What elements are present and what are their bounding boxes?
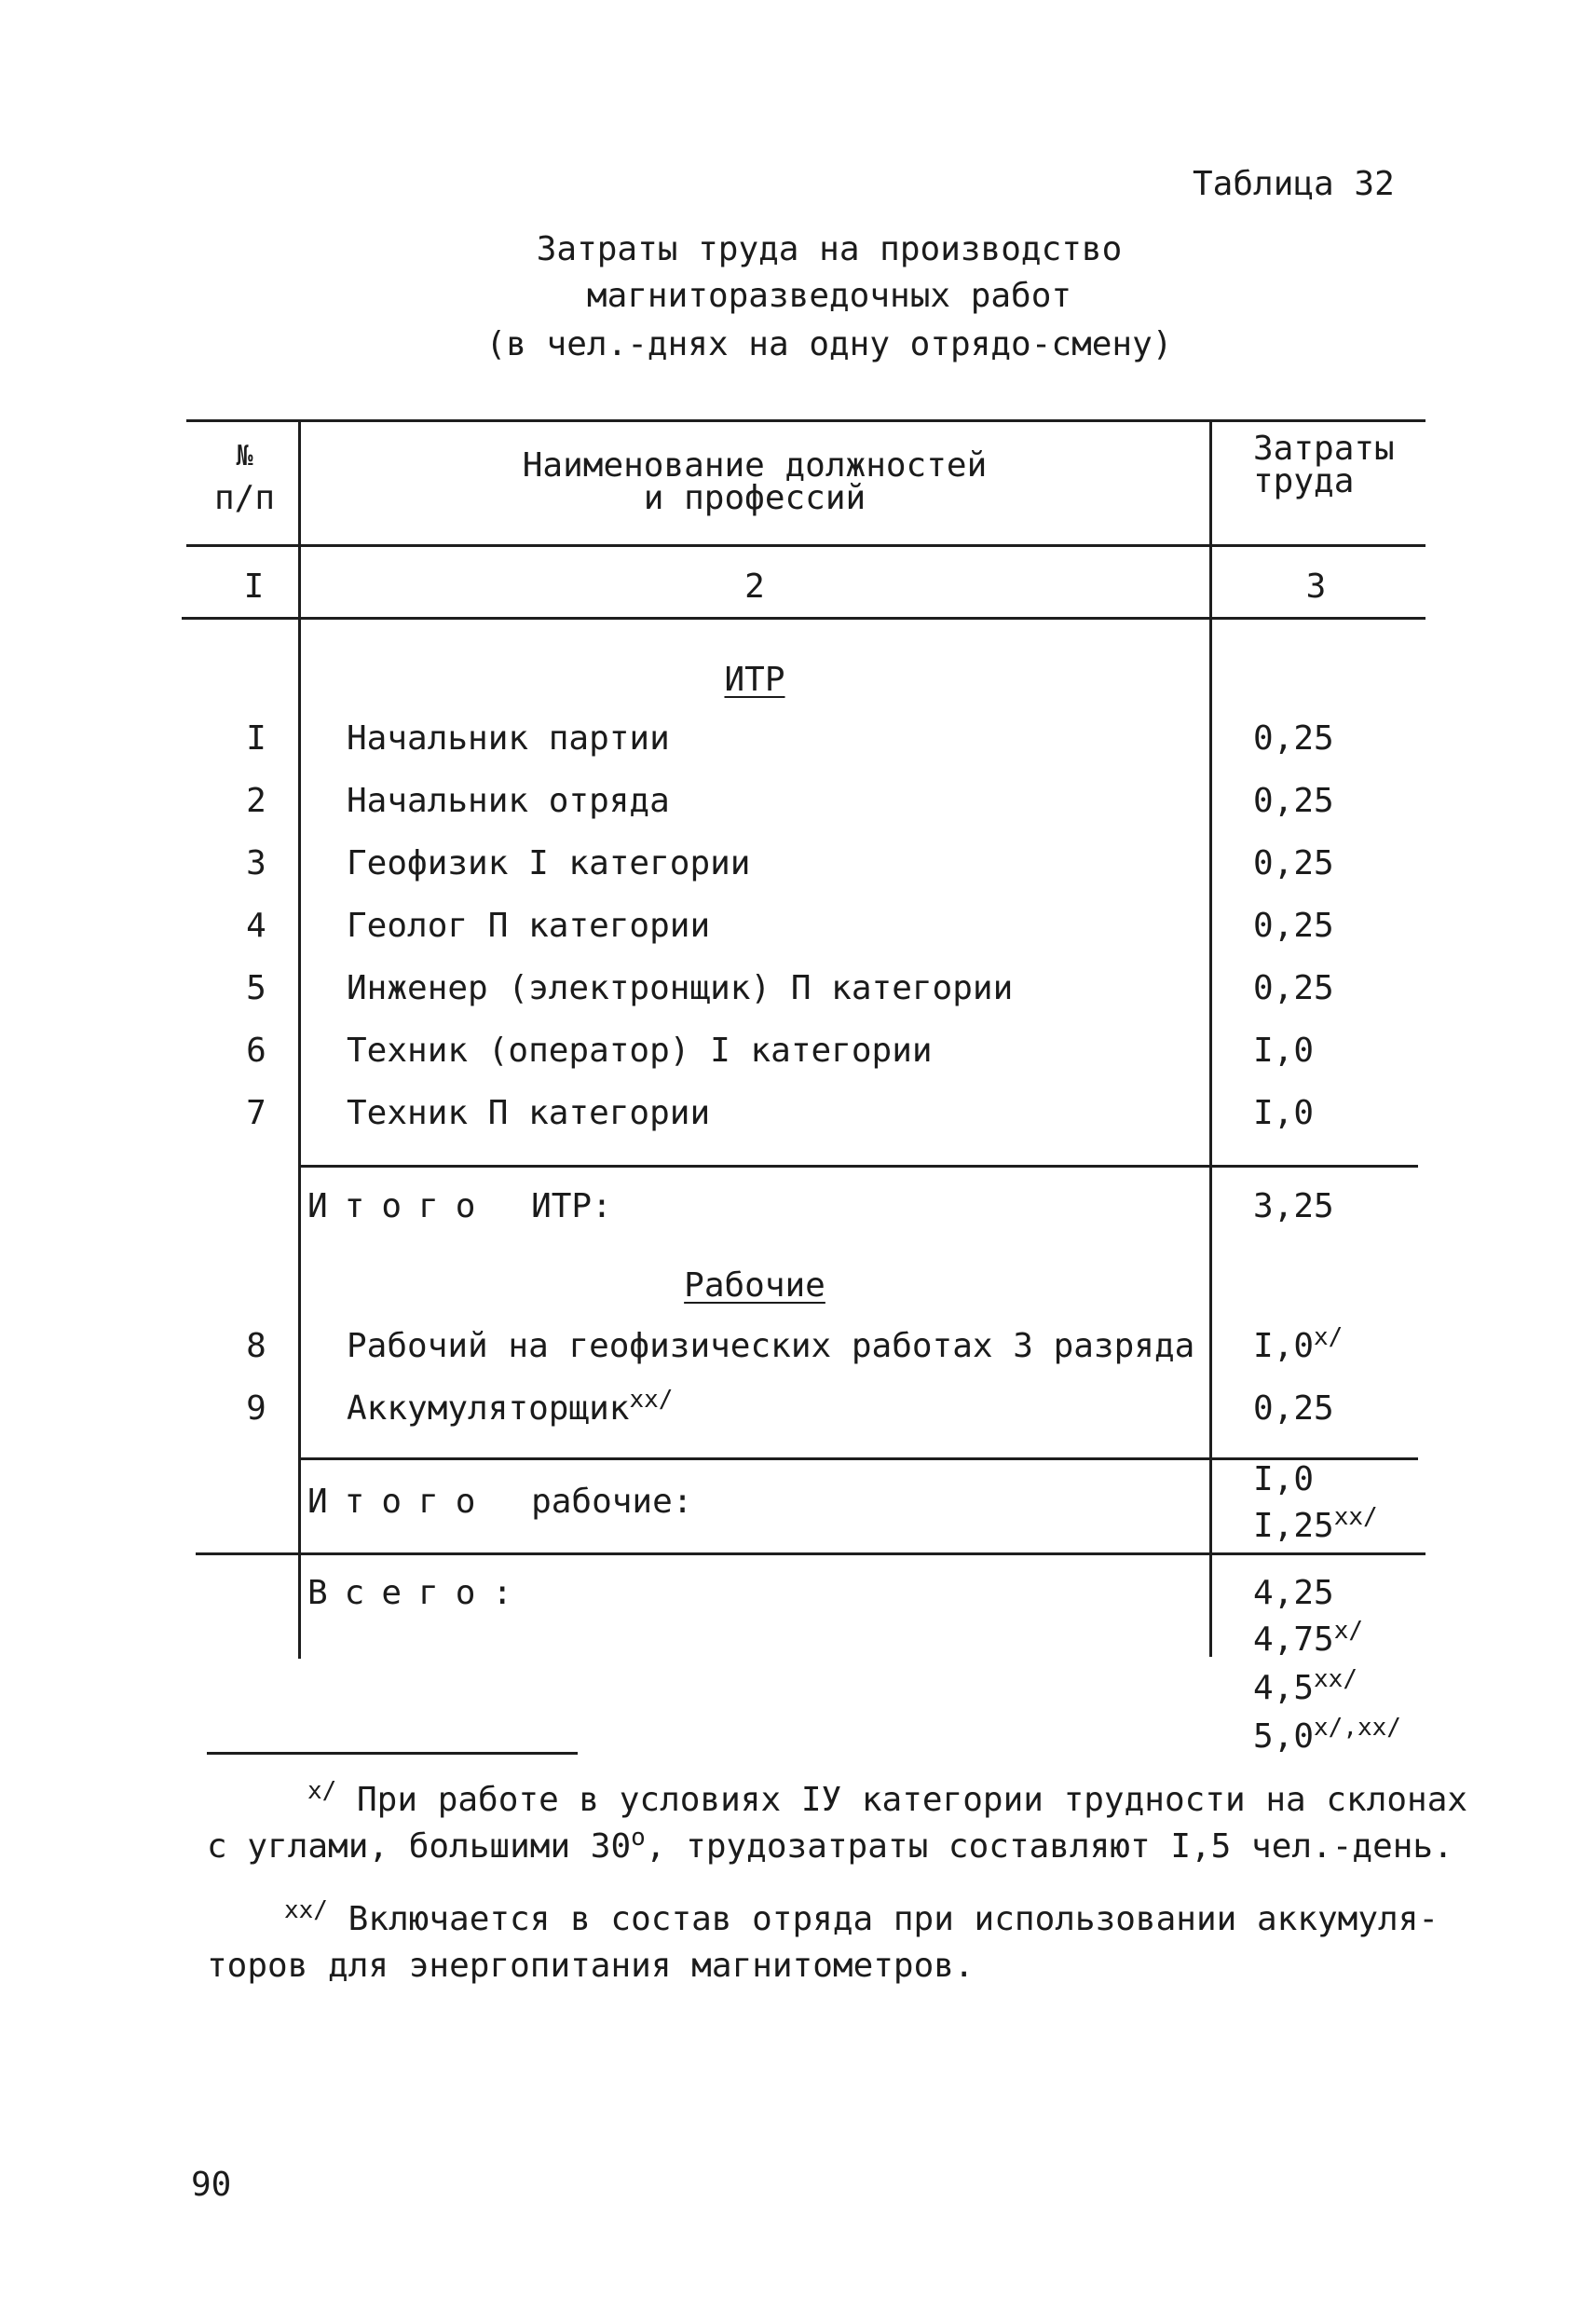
page-number: 90: [191, 2166, 232, 2204]
footnote-1-text-a: с углами, большими 30: [207, 1827, 632, 1866]
row-position-name: Рабочий на геофизических работах 3 разряда: [347, 1327, 1195, 1365]
footnote-1-text: При работе в условиях IУ категории трудности на склонах: [357, 1781, 1468, 1819]
header-name-line1: Наименование должностей: [522, 446, 988, 485]
section-heading-workers: Рабочие: [684, 1266, 825, 1305]
row-number: 7: [246, 1094, 266, 1132]
header-cost-line2: труда: [1253, 462, 1355, 500]
grand-total-value-main: 4,5: [1253, 1669, 1315, 1707]
itr-total-label: [307, 1188, 612, 1225]
table-title-line-3: (в чел.-днях на одну отрядо-смену): [485, 325, 1173, 363]
header-num-line2: п/п: [213, 479, 276, 517]
table-top-rule: [186, 419, 1425, 422]
footnote-mark: xx/: [1314, 1665, 1357, 1693]
footnote-mark: xx/: [629, 1386, 674, 1414]
section-heading-itr: ИТР: [724, 661, 785, 699]
row-position-name-main: Аккумуляторщик: [347, 1389, 630, 1428]
row-number: 8: [246, 1327, 266, 1365]
row-position-name: Начальник партии: [347, 719, 670, 758]
grand-total-label: Всего:: [307, 1574, 530, 1612]
row-position-name: [347, 1386, 674, 1428]
row-labor-value: I,0: [1253, 1094, 1315, 1132]
row-position-name: Геолог П категории: [347, 907, 711, 945]
row-position-name: Техник П категории: [347, 1094, 711, 1132]
footnote-1-line-2: [207, 1824, 1453, 1866]
row-labor-value: 0,25: [1253, 907, 1334, 945]
footnote-2-line-1: [284, 1896, 1439, 1938]
row-position-name: Геофизик I категории: [347, 844, 751, 882]
table-title-line-1: Затраты труда на производство: [536, 230, 1123, 268]
row-number: 9: [246, 1389, 266, 1428]
workers-total-top-rule: [300, 1457, 1418, 1460]
row-number: 3: [246, 844, 266, 882]
itr-total-value: 3,25: [1253, 1187, 1334, 1225]
col-number-2: 2: [744, 567, 765, 606]
itr-total-top-rule: [300, 1165, 1418, 1168]
workers-total-label: [307, 1484, 692, 1521]
col-number-1: I: [243, 567, 265, 606]
row-labor-value: 0,25: [1253, 1389, 1334, 1428]
grand-total-value-main: 4,75: [1253, 1620, 1334, 1659]
workers-total-label-rest: рабочие:: [531, 1483, 693, 1521]
table-title-line-2: магниторазведочных работ: [586, 277, 1072, 315]
col-number-3: 3: [1305, 567, 1327, 606]
itr-total-label-rest: ИТР:: [531, 1187, 612, 1225]
workers-total-label-word: Итого: [307, 1483, 493, 1521]
row-labor-value: I,0: [1253, 1032, 1315, 1070]
footnote-2-mark: xx/: [284, 1896, 328, 1924]
footnote-1-line-1: [307, 1777, 1468, 1819]
grand-total-value-main: 5,0: [1253, 1717, 1315, 1756]
table-label: Таблица 32: [1193, 165, 1395, 203]
row-number: 4: [246, 907, 266, 945]
colnum-bottom-rule: [182, 617, 1425, 620]
row-labor-value: 0,25: [1253, 782, 1334, 820]
row-number: 2: [246, 782, 266, 820]
grand-total-top-rule: [196, 1552, 1425, 1555]
row-position-name: Инженер (электронщик) П категории: [347, 969, 1014, 1007]
footnote-1-mark: x/: [307, 1777, 337, 1805]
footnote-2-line-2: торов для энергопитания магнитометров.: [207, 1947, 975, 1985]
itr-total-label-word: Итого: [307, 1187, 493, 1225]
grand-total-value: [1253, 1575, 1334, 1612]
workers-total-value-2-main: I,25: [1253, 1507, 1334, 1545]
row-position-name: Начальник отряда: [347, 782, 670, 820]
footnote-2-text: Включается в состав отряда при использовании аккумуля-: [348, 1900, 1439, 1938]
footnote-mark: x/: [1333, 1617, 1364, 1645]
footnote-1-text-b: , трудозатраты составляют I,5 чел.-день.: [645, 1827, 1453, 1866]
header-bottom-rule: [186, 544, 1425, 547]
row-labor-value-main: I,0: [1253, 1327, 1315, 1365]
grand-total-value: [1253, 1714, 1401, 1756]
column-divider-2: [1209, 419, 1212, 1657]
grand-total-value: [1253, 1665, 1357, 1707]
row-number: 6: [246, 1032, 266, 1070]
row-number: I: [246, 719, 266, 758]
row-position-name: Техник (оператор) I категории: [347, 1032, 933, 1070]
row-labor-value: 0,25: [1253, 969, 1334, 1007]
footnote-mark: x/: [1314, 1323, 1344, 1351]
workers-total-value-1: I,0: [1253, 1460, 1315, 1498]
grand-total-value-main: 4,25: [1253, 1574, 1334, 1612]
header-name-line2: и профессий: [643, 479, 866, 517]
degree-mark: о: [631, 1824, 646, 1852]
row-number: 5: [246, 969, 266, 1007]
row-labor-value: 0,25: [1253, 844, 1334, 882]
footnote-mark: xx/: [1333, 1503, 1378, 1531]
grand-total-value: [1253, 1617, 1364, 1659]
row-labor-value: 0,25: [1253, 719, 1334, 758]
header-num-line1: №: [236, 440, 253, 472]
header-cost-line1: Затраты: [1253, 430, 1395, 468]
footnote-separator: [207, 1752, 578, 1755]
row-labor-value: [1253, 1323, 1344, 1365]
workers-total-value-2: [1253, 1503, 1378, 1545]
footnote-mark: x/,xx/: [1314, 1714, 1401, 1742]
